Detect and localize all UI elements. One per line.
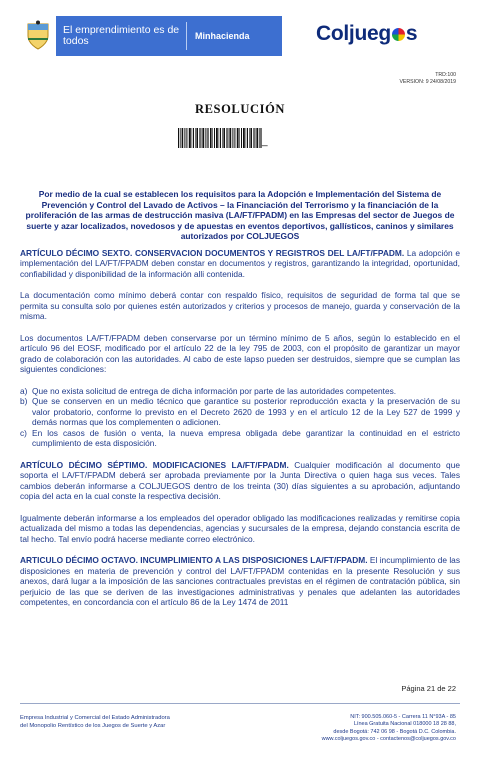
list-item — [20, 428, 460, 449]
list-marker: a) — [20, 385, 28, 396]
page-number: Página 21 de 22 — [401, 684, 456, 693]
trd-code: TRD:100 — [435, 72, 456, 78]
footer-web-email: www.coljuegos.gov.co - contactenos@coljuegos.gov.co — [321, 736, 456, 743]
article-18-title: ARTICULO DÉCIMO OCTAVO. INCUMPLIMIENTO A LAS DISPOSICIONES LA/FT/FPADM. — [20, 555, 368, 566]
coljuegos-logo — [316, 22, 417, 46]
list-item — [20, 396, 460, 428]
conditions-list — [20, 386, 460, 449]
article-18-paragraph-1 — [20, 555, 460, 608]
brand-text-end: s — [405, 22, 418, 45]
footer-bogota-phone: desde Bogotá: 742 06 98 - Bogotá D.C. Colombia. — [333, 728, 456, 735]
barcode-icon — [178, 128, 262, 148]
list-item-text: Que no exista solicitud de entrega de dicha información por parte de las autoridades competentes. — [32, 385, 397, 396]
barcode-suffix: _ — [262, 136, 268, 147]
footer-hotline: Línea Gratuita Nacional 018000 18 28 88, — [353, 721, 456, 728]
article-17-paragraph-1 — [20, 460, 460, 502]
article-17-text: Cualquier modificación al documento que soporta el LA/FT/FPADM deberá ser aprobada previamente por la Junta Directiva o quien haga sus veces. Tales cambios deberán informarse a COLJUEGOS dentro de los treinta (30) días siguientes a su aprobación, adjuntando copia del acta en la cual conste la respectiva decisión. — [20, 459, 460, 502]
list-marker: b) — [20, 396, 28, 407]
footer-contact — [322, 714, 456, 744]
list-marker: c) — [20, 427, 27, 438]
resolution-summary: Por medio de la cual se establecen los requisitos para la Adopción e Implementación del Sistema de Prevención y Control del Lavado de Activos – la Financiación del Terrorismo y la financiación de la proliferación de las armas de destrucción masiva (LA/FT/FPADM) en las Empresas del sector de Juegos de suerte y azar localizados, novedosos y de apuestas en eventos deportivos, gallísticos, caninos y similares autorizados por COLJUEGOS — [25, 189, 455, 242]
government-banner — [20, 16, 282, 56]
article-17-title: ARTÍCULO DÉCIMO SÉPTIMO. MODIFICACIONES LA/FT/FPADM. — [20, 459, 289, 470]
article-16-paragraph-3: Los documentos LA/FT/FPADM deben conservarse por un término mínimo de 5 años, según lo establecido en el artículo 96 del EOSF, modificado por el artículo 22 de la ley 795 de 2003, con el propósito de garantizar un mayor grado de colaboración con las autoridades. Al cabo de este lapso pueden ser destruidos, siempre que se cumplan las siguientes condiciones: — [20, 332, 460, 375]
article-16-paragraph-2: La documentación como mínimo deberá contar con respaldo físico, requisitos de seguridad de forma tal que se permita su consulta solo por quienes estén autorizados y criterios y procesos de manejo, guarda y conservación de la misma. — [20, 290, 460, 322]
coat-of-arms-icon — [20, 16, 56, 56]
footer-entity-line: del Monopolio Rentístico de los Juegos de Suerte y Azar — [20, 723, 166, 729]
footer-entity — [20, 714, 170, 730]
article-17-paragraph-2: Igualmente deberán informarse a los empleados del operador obligado las modificaciones realizadas y remitirse copia actualizada del mismo a todas las dependencias, agencias y sucursales de la empresa, dejando constancia escrita de tal hecho. Tal envío podrá hacerse mediante correo electrónico. — [20, 512, 460, 544]
list-item — [20, 386, 460, 397]
article-18-text: El incumplimiento de las disposiciones en materia de prevención y control del LA/FT/FPADM contenidas en la presente Resolución y sus anexos, dará lugar a la imposición de las sanciones contractuales previstas en el régimen de contratación pública, sin perjuicio de las que se deriven de las investigaciones administrativas y penales que adelanten las autoridades competentes, en concordancia con el artículo 86 de la Ley 1474 de 2011 — [20, 555, 460, 608]
ministry-label: Minhacienda — [195, 31, 250, 41]
gov-tagline: El emprendimiento es de todos — [63, 23, 180, 47]
article-16-text: La adopción e implementación del LA/FT/FPADM deben constar en documentos y registros, garantizando la integridad, oportunidad, confiabilidad y disponibilidad de la información alli contenida. — [20, 247, 460, 279]
article-16-title: ARTÍCULO DÉCIMO SEXTO. CONSERVACION DOCUMENTOS Y REGISTROS DEL LA/FT/FPADM. — [20, 247, 405, 258]
list-item-text: Que se conserven en un medio técnico que garantice su posterior reproducción exacta y la preservación de su valor probatorio, conforme lo previsto en el Decreto 2620 de 1993 y en el artículo 12 de la Ley 527 de 1999 y demás normas que los complementen o adicionen. — [32, 396, 460, 428]
document-meta — [399, 72, 456, 86]
footer-divider — [20, 703, 460, 704]
brand-text-start: Colju — [316, 22, 367, 45]
article-16-paragraph-1 — [20, 248, 460, 280]
list-item-text: En los casos de fusión o venta, la nueva empresa obligada debe garantizar la continuidad en el estricto cumplimiento de esta disposición. — [32, 427, 460, 449]
footer-entity-line: Empresa Industrial y Comercial del Estado Administradora — [20, 715, 170, 721]
document-body — [20, 189, 460, 608]
page-header — [0, 0, 480, 66]
brand-text-mid: eg — [367, 22, 391, 45]
footer-nit-address: NIT: 900.505.060-5 - Carrera 11 N°93A - 85 — [350, 714, 456, 720]
version-label: VERSION: 9 24/08/2019 — [399, 79, 456, 85]
document-title: RESOLUCIÓN — [194, 102, 286, 116]
brand-ball-icon — [392, 28, 405, 41]
